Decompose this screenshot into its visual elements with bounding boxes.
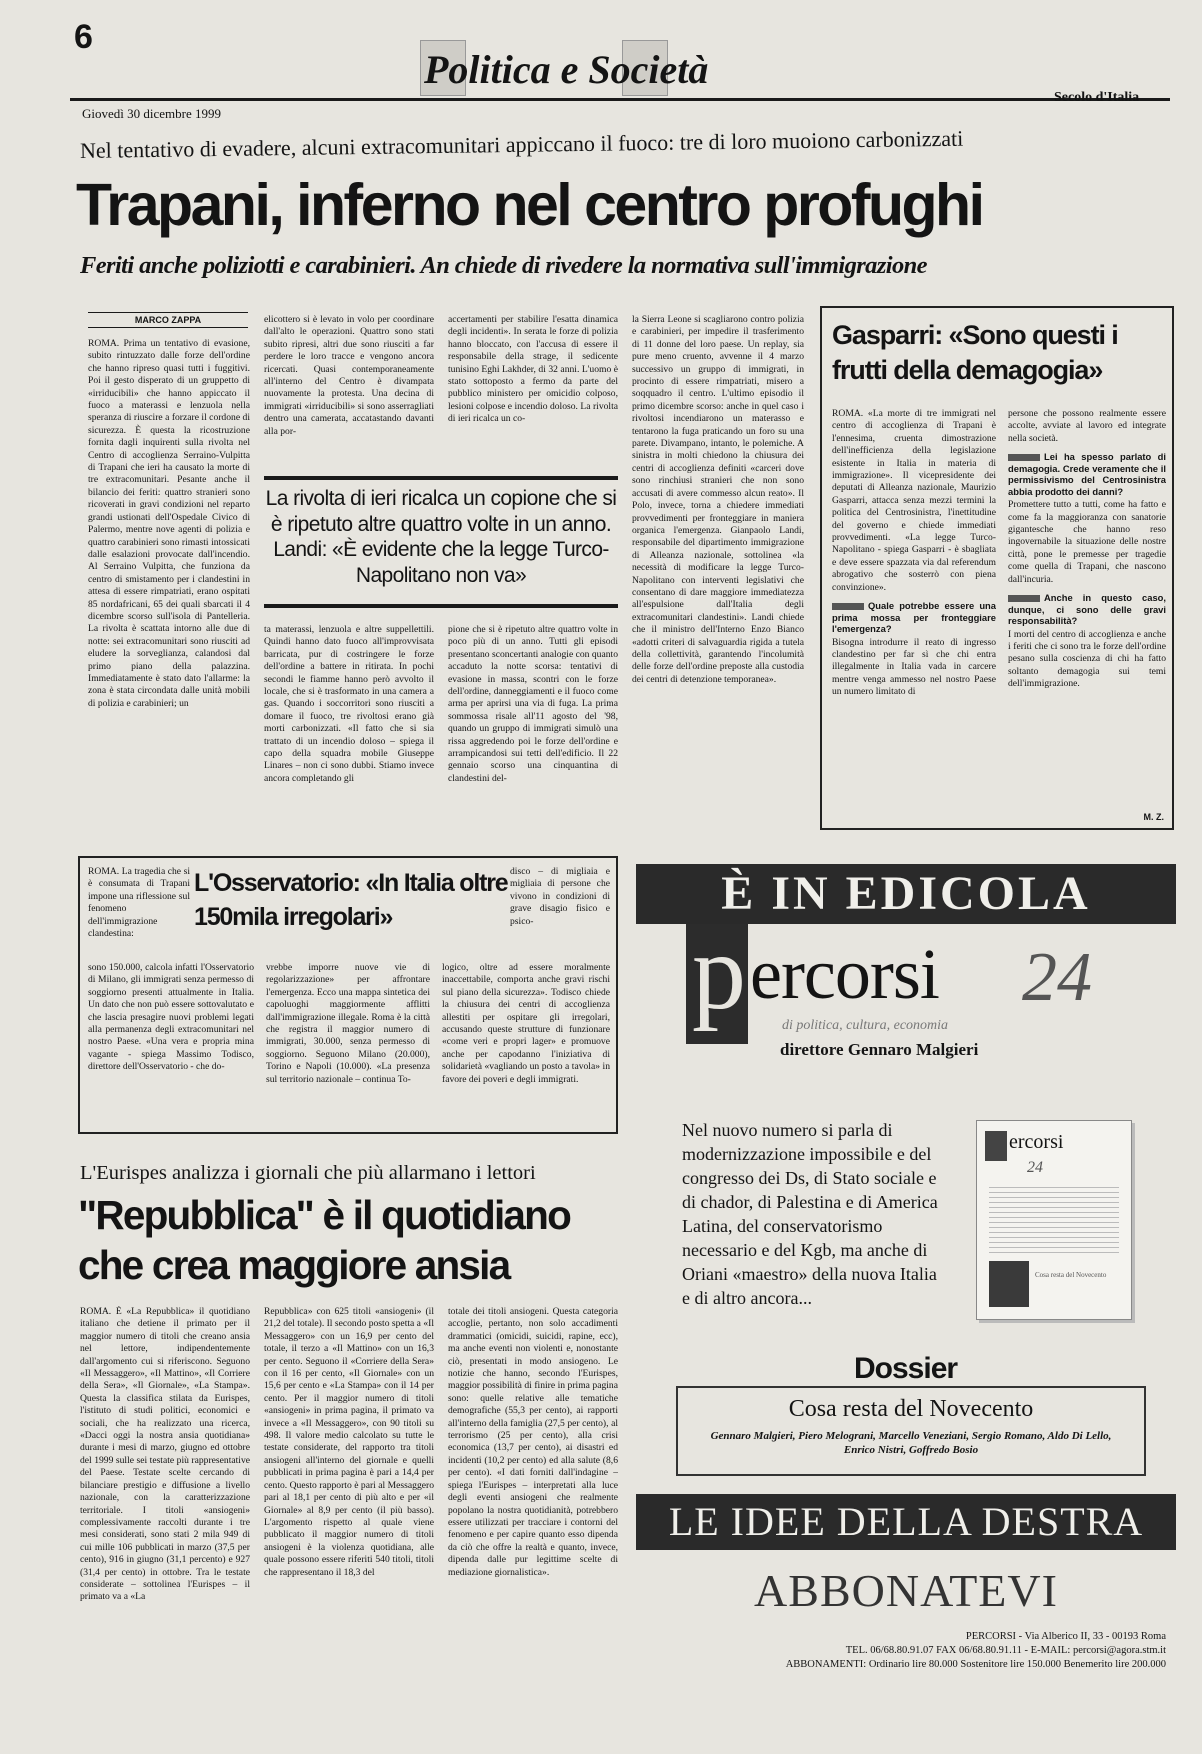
gasparri-box [820, 306, 1174, 830]
dossier-box [676, 1386, 1146, 1476]
logo-director: direttore Gennaro Malgieri [780, 1040, 979, 1059]
eurispes-col-1: ROMA. È «La Repubblica» il quotidiano italiano che detiene il primato per il maggior numero di titoli che creano ansia nel lettore, indipendentemente dall'argomento cui si riferiscono. Seguono «Il Messaggero», «Il Mattino», «Il Corriere della Sera», «Il Giornale», «La Stampa». Questa la classifica stilata da Eurispes, l'istituto di studi politici, economici e sociali, che ha realizzato una ricerca, «Dacci oggi la nostra ansia quotidiana» durante i mesi di marzo, giugno ed ottobre del 1999 sulle sei testate più rappresentative del Paese. Testate scelte cercando di bilanciare prestigio e diffusione a livello nazionale, con la caratterizzazione territoriale. I titoli «ansiogeni» complessivamente raccolti durante i tre mesi considerati, sono stati 2 mila 949 di cui mille 106 pubblicati in marzo (37,5 per cento), 916 in giugno (31,1 percento) e 927 (31,4 per cento) in ottobre. Tra le testate considerate – sottolinea l'Eurispes – il primato va a «La [80, 1306, 250, 1603]
cover-photo [989, 1261, 1029, 1307]
subscribe-details [696, 1630, 1166, 1672]
gasparri-signature: M. Z. [1143, 812, 1164, 822]
newspaper-name: Secolo d'Italia [1054, 90, 1140, 105]
main-subheadline: Feriti anche poliziotti e carabinieri. An chiede di rivedere la normativa sull'immigrazione [80, 252, 927, 279]
main-col-1: ROMA. Prima un tentativo di evasione, subito rintuzzato dalle forze dell'ordine che hanno ripreso quasi tutti i fuggitivi. Poi il gesto disperato di un gruppetto di «irriducibili» che hanno appiccato il fuoco a materassi e lenzuola nella speranza di riuscire a forzare il cordone di sicurezza. È questa la ricostruzione fornita dagli inquirenti sulla rivolta nel Centro di accoglienza Serraino-Vulpitta di Trapani che ieri ha causato la morte di tre extracomunitari. Pesante anche il bilancio dei feriti: quattro stranieri sono ricoverati in gravi condizioni nel reparto grandi ustionati dell'Ospedale Civico di Palermo, mentre nove agenti di polizia e quattro carabinieri sono rimasti intossicati dalle esalazioni provocate dall'incendio. Al Serraino Vulpitta, che funziona da centro di smistamento per i clandestini in attesa di essere rimpatriati, erano ospitati 85 nordafricani, 65 dei quali sbarcati il 4 dicembre scorso sull'isola di Pantelleria. La rivolta è scattata intorno alle due di notte: sei extracomunitari sono riusciti ad eludere la sorveglianza, calandosi dal primo piano della palazzina. Immediatamente è stato dato l'allarme: la zona è stata circondata dalle unità mobili di polizia e carabinieri; un [88, 338, 250, 709]
gasparri-col-1 [832, 408, 996, 818]
cover-title: ercorsi [1009, 1131, 1064, 1153]
gasparri-question-1: Quale potrebbe essere una prima mossa per fronteggiare l'emergenza? [832, 600, 996, 635]
address-line-1: PERCORSI - Via Alberico II, 33 - 00193 Roma [965, 1631, 1166, 1642]
gasparri-headline: Gasparri: «Sono questi i frutti della demagogia» [832, 320, 1118, 385]
issue-date: Giovedì 30 dicembre 1999 [82, 106, 221, 121]
osservatorio-headline: L'Osservatorio: «In Italia oltre 150mila irregolari» [194, 869, 508, 931]
dossier-authors: Gennaro Malgieri, Piero Melograni, Marcello Veneziani, Sergio Romano, Aldo Di Lello, Enrico Nistri, Goffredo Bosio [710, 1430, 1112, 1456]
byline-rule-bottom [88, 327, 248, 328]
address-line-3: ABBONAMENTI: Ordinario lire 80.000 Sostenitore lire 150.000 Benemerito lire 200.000 [785, 1659, 1166, 1670]
pullquote-rule-bottom [264, 604, 618, 608]
page-header [70, 10, 1170, 120]
dossier-title: Cosa resta del Novecento [788, 1396, 1034, 1422]
main-headline: Trapani, inferno nel centro profughi [76, 172, 983, 238]
edicola-banner: È IN EDICOLA [636, 864, 1176, 924]
gasparri-question-2: Lei ha spesso parlato di demagogia. Crede veramente che il permissivismo del Centrosinistra abbia prodotto dei danni? [1008, 451, 1166, 497]
osservatorio-intro: ROMA. La tragedia che si è consumata di Trapani impone una riflessione sul fenomeno dell'immigrazione clandestina: [88, 866, 190, 940]
gasparri-answer-2: Promettere tutto a tutti, come ha fatto e come fa la maggioranza con sanatorie gigantesche che hanno reso ingovernabile la situazione delle nostre città, pone le premesse per tragedie come quella di Trapani, che nascono dall'incuria. [1008, 499, 1166, 585]
pullquote: La rivolta di ieri ricalca un copione che si è ripetuto altre quattro volte in un anno. Landi: «È evidente che la legge Turco-Napolitano non va» [264, 476, 618, 608]
magazine-cover [976, 1120, 1132, 1320]
main-col-3a: accertamenti per stabilire l'esatta dinamica degli incidenti». In serata le forze di polizia hanno bloccato, con l'accusa di essere il responsabile della strage, il sedicente tunisino Eghi Lakhder, di 32 anni. L'uomo è stato sottoposto a fermo da parte del pubblico ministero per omicidio colposo, lesioni colpose e incendio doloso. La rivolta di ieri ricalca un co- [448, 314, 618, 425]
logo-name: ercorsi [750, 934, 939, 1014]
main-kicker: Nel tentativo di evadere, alcuni extracomunitari appiccano il fuoco: tre di loro muoiono carbonizzati [79, 125, 964, 163]
header-rule [70, 98, 1170, 101]
byline-rule [88, 312, 248, 313]
address-line-2: TEL. 06/68.80.91.07 FAX 06/68.80.91.11 - E-MAIL: percorsi@agora.stm.it [845, 1645, 1166, 1656]
author: MARCO ZAPPA [134, 315, 202, 325]
cover-block [985, 1131, 1007, 1161]
gasparri-answer-1: Bisogna introdurre il reato di ingresso clandestino per far sì che chi entra illegalmente in Italia vada in carcere mentre venga ammesso nel nostro Paese un numero limitato di [832, 636, 996, 698]
eurispes-headline-line-2: che crea maggiore ansia [78, 1242, 510, 1288]
eurispes-col-3: totale dei titoli ansiogeni. Questa categoria accoglie, pertanto, non solo accadimenti drammatici (omicidi, suicidi, rapine, ecc), ma anche eventi non violenti e, nonostante ciò, presentati in modo ansiogeno. Le notizie che hanno, secondo l'Eurispes, maggior possibilità di finire in prima pagina sono: quelle relative alle tematiche demografiche (55,3 per cento), ai rapporti all'interno della famiglia (27,5 per cento), al terrorismo (25 per cento), alla crisi economica (13,7 per cento), ai disastri ed incidenti (10,2 per cento) ed alla salute (8,6 per cento). «I dati forniti dall'indagine – spiega l'Eurispes – interpretati alla luce degli eventi ansiogeni che realmente popolano la nostra quotidianità, potrebbero essere utilizzati per tracciare i contorni del fenomeno e per capire quanto esso dipenda da ciò che offre la realtà e quanto, invece, dipenda dalle pur legittime scelte di mediazione giornalistica». [448, 1306, 618, 1578]
main-col-2a: elicottero si è levato in volo per coordinare dall'alto le operazioni. Quattro sono stati subito ripresi, altri due sono riusciti a far perdere le loro tracce e vengono ancora ricercati. Quasi contemporaneamente all'interno del Centro è divampata nuovamente la protesta. Una decina di immigrati «irriducibili» si sono asserragliati dentro una camerata, accatastando davanti alla por- [264, 314, 434, 437]
osservatorio-col-3a: disco – di migliaia e migliaia di persone che vivono in condizioni di grave disagio fisico e psico- [510, 866, 610, 927]
cover-caption: Cosa resta del Novecento [1035, 1271, 1107, 1279]
advert-blurb: Nel nuovo numero si parla di modernizzazione impossibile e del congresso dei Ds, di Stato sociale e di chador, di Palestina e di America Latina, del conservatorismo necessario e del Kgb, ma anche di Oriani «maestro» della nuova Italia e di altro ancora... [682, 1120, 938, 1308]
gasparri-intro: ROMA. «La morte di tre immigrati nel centro di accoglienza di Trapani è l'ennesima, cruenta dimostrazione dell'inefficienza della legislazione esistente in Italia in materia di immigrazione». Il vicepresidente dei deputati di Alleanza nazionale, Maurizio Gasparri, attacca senza mezzi termini la politica del Centrosinistra, l'inettitudine del governo e chiede immediati provvedimenti. «La legge Turco-Napolitano - spiega Gasparri - è sbagliata e deve essere spazzata via dal referendum abrogativo che sosterrò con piena convinzione». [832, 408, 996, 593]
gasparri-col-2 [1008, 408, 1166, 818]
cover-text-lines [989, 1183, 1119, 1253]
percorsi-advert [636, 864, 1176, 1722]
logo-tagline: di politica, cultura, economia [782, 1018, 949, 1033]
eurispes-headline [78, 1190, 618, 1290]
osservatorio-box [78, 856, 618, 1134]
magazine-logo [686, 913, 1166, 1064]
gasparri-answer-3: I morti del centro di accoglienza e anche i feriti che ci sono tra le forze dell'ordine pesano sulla coscienza di chi ha fatto soltanto demagogia sui temi dell'immigrazione. [1008, 628, 1166, 690]
eurispes-headline-line-1: "Repubblica" è il quotidiano [78, 1192, 571, 1238]
subscribe-title: ABBONATEVI [754, 1565, 1058, 1616]
main-col-4: la Sierra Leone si scagliarono contro polizia e carabinieri, per impedire il trasferimento di 11 donne del loro paese. Un replay, sia pure meno cruento, avvenne il 4 marzo successivo un gruppo di immigrati, in procinto di essere rimpatriati, misero a soqquadro il centro. L'ultimo episodio il primo dicembre scorso: anche in quel caso i rivoltosi incendiarono un materasso e tentarono la fuga praticando un foro su una parete. Divampano, intanto, le polemiche. A sinistra in molti chiedono la chiusura dei centri di accoglienza definiti «carceri dove sono rinchiusi stranieri che non sono accusati di avere commesso alcun reato». Il Polo, invece, torna a chiedere immediati provvedimenti per fronteggiare in maniera organica l'emergenza. Gianpaolo Landi, responsabile del dipartimento immigrazione di Alleanza nazionale, sottolinea «la necessità di modificare la legge Turco-Napolitano con interventi legislativi che consentano di dare maggiore immediatezza all'espulsione dall'Italia degli extracomunitari clandestini». Landi chiede che il ministro dell'Interno Enzo Bianco «adotti criteri di salvaguardia rigida a tutela della collettività, garantendo l'incolumità delle forze dell'ordine preposte alla custodia dei centri di detenzione temporanea». [632, 314, 804, 685]
eurispes-col-2: Repubblica» con 625 titoli «ansiogeni» (il 21,2 del totale). Il secondo posto spetta a «Il Messaggero» con un 16,9 per cento del totale, il terzo a «Il Mattino» con un 16,3 per cento. Seguono il «Corriere della Sera» con il 16 per cento, «Il Giornale» con un 15,6 per cento e «La Stampa» con il 14 per cento. Per il maggior numero di titoli «ansiogeni» in prima pagina, il primato va invece a «Il Messaggero», con 90 titoli su 498. Il valore medio calcolato su tutte le testate considerate, del rapporto tra titoli ansiogeni all'interno del giornale e quelli pubblicati in prima pagina è pari a 14,4 per cento. Questo rapporto è pari al Messaggero pari al 18,1 per cento di più alto e per «il Giornale» al 8,9 per cento (il più basso). L'argomento rispetto al quale viene pubblicato il maggior numero di titoli ansiogeni è la violenza quotidiana, alle quale possono essere riferiti 540 titoli, titoli che rappresentano il 18,3 del [264, 1306, 434, 1578]
gasparri-col-2-text: persone che possono realmente essere accolte, avviate al lavoro ed integrate nella società. [1008, 408, 1166, 444]
page-number: 6 [74, 18, 93, 56]
slogan-banner: LE IDEE DELLA DESTRA [636, 1494, 1176, 1550]
osservatorio-col-2: vrebbe imporre nuove vie di regolarizzazione» per affrontare l'emergenza. Ecco una mappa sintetica dei capoluoghi maggiormente afflitti dall'immigrazione illegale. Roma è la città che registra il maggior numero di immigrati, 30.000, senza permesso di soggiorno. Seguono Milano (20.000), Torino e Napoli (10.000). «La presenza sul territorio nazionale – continua To- [266, 962, 430, 1085]
gasparri-question-3: Anche in questo caso, dunque, ci sono delle gravi responsabilità? [1008, 592, 1166, 627]
main-byline [88, 312, 248, 328]
section-title: Politica e Società [410, 32, 890, 92]
logo-initial: p [692, 913, 746, 1032]
cover-issue: 24 [1027, 1159, 1043, 1176]
osservatorio-col-1b: sono 150.000, calcola infatti l'Osservatorio di Milano, gli immigrati senza permesso di soggiorno presenti attualmente in Italia. Un dato che non può essere sottovalutato e che lascia presagire nuovi problemi legati alla permanenza degli extracomunitari nel nostro Paese. «Una vera e propria mina vagante - spiega Massimo Todisco, direttore dell'Osservatorio - che do- [88, 962, 254, 1073]
dossier-label: Dossier [848, 1352, 963, 1386]
logo-issue: 24 [1022, 939, 1092, 1016]
main-col-2b: ta materassi, lenzuola e altre suppellettili. Quindi hanno dato fuoco all'improvvisata barricata, pur di costringere le forze dell'ordine a battere in ritirata. In pochi secondi le fiamme hanno però avvolto il locale, che si è trasformato in una camera a gas. Quando i soccorritori sono riusciti a domare il fuoco, tre rivoltosi erano già morti carbonizzati. «Il fatto che si sia trattato di un incendio doloso – spiega il capo della squadra mobile Giuseppe Linares – non ci sono dubbi. Stiamo invece ancora completando gli [264, 624, 434, 784]
main-col-3b: pione che si è ripetuto altre quattro volte in poco più di un anno. Tutti gli episodi presentano sconcertanti analogie con quanto accaduto la notte scorsa: tentativi di evasione in massa, scontri con le forze dell'ordine, danneggiamenti e il fuoco come arma per aprirsi una via di fuga. La prima sommossa risale all'11 agosto del '98, quando un gruppo di immigrati simulò una rissa aggredendo poi le forze dell'ordine e arrampicandosi sui tetti dell'edificio. Il 22 gennaio scorso una cinquantina di clandestini del- [448, 624, 618, 784]
osservatorio-col-3b: logico, oltre ad essere moralmente inaccettabile, comporta anche gravi rischi sul piano della sicurezza». Todisco chiede la chiusura dei centri di accoglienza allestiti per ospitare gli irregolari, accusando queste strutture di funzionare «come veri e propri lager» e promuove anche per capodanno l'iniziativa di solidarietà «vagliando un posto a tavola» in favore dei poveri e degli immigrati. [442, 962, 610, 1085]
eurispes-kicker: L'Eurispes analizza i giornali che più allarmano i lettori [80, 1162, 536, 1184]
pullquote-rule-top [264, 476, 618, 480]
